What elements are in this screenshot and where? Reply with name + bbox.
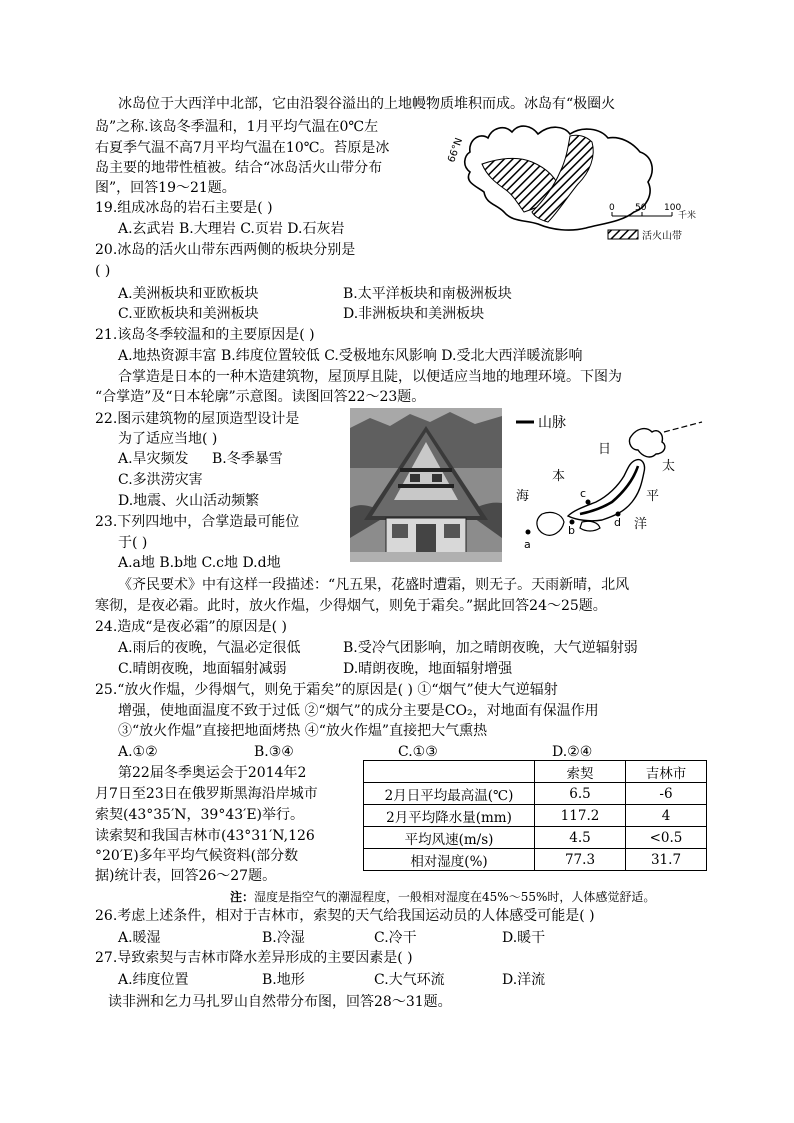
table-cell: 相对湿度(%) (364, 849, 535, 871)
q24-option-b: B.受冷气团影响，加之晴朗夜晚，大气逆辐射弱 (343, 640, 638, 656)
lat-label: 66°N (446, 136, 466, 165)
q20-option-a: A.美洲板块和亚欧板块 (118, 286, 259, 302)
q21-stem: 21.该岛冬季较温和的主要原因是( ) (95, 327, 315, 343)
table-cell: 2月日平均最高温(℃) (364, 783, 535, 805)
q25-option-d: D.②④ (552, 744, 593, 760)
q25-option-b: B.③④ (254, 744, 294, 760)
q27-option-d: D.洋流 (502, 972, 546, 988)
sea-label-ri: 日 (598, 442, 612, 457)
q25-line-3: ③“放火作煴”直接把地面烤热 ④“放火作煴”直接把大气熏热 (118, 723, 488, 739)
q20-option-c: C.亚欧板块和美洲板块 (118, 306, 259, 322)
table-header-cell: 吉林市 (626, 761, 707, 783)
table-cell: 6.5 (535, 783, 626, 805)
q20-stem: 20.冰岛的活火山带东西两侧的板块分别是 (95, 242, 356, 258)
q23-stem-2: 于( ) (118, 535, 148, 551)
q24-option-a: A.雨后的夜晚，气温必定很低 (118, 640, 301, 656)
legend-label: 活火山带 (642, 231, 682, 242)
table-header-row (364, 761, 707, 783)
table-header-cell (364, 761, 535, 783)
frost-intro-line-2: 寒彻，是夜必霜。此时，放火作煴，少得烟气，则免于霜矣。”据此回答24～25题。 (95, 598, 607, 614)
label-a: a (524, 538, 531, 551)
ocean-label-yang: 洋 (634, 517, 648, 532)
iceland-intro-line-5: 图”，回答19～21题。 (95, 180, 236, 196)
q21-options: A.地热资源丰富 B.纬度位置较低 C.受极地东风影响 D.受北大西洋暖流影响 (118, 348, 583, 364)
humidity-note (230, 888, 655, 905)
note-label: 注： (230, 890, 255, 904)
q26-option-b: B.冷湿 (262, 930, 305, 946)
q25-line-1: 25.“放火作煴，少得烟气，则免于霜矣”的原因是( ) ①“烟气”使大气逆辐射 (95, 682, 558, 698)
q27-option-a: A.纬度位置 (118, 972, 189, 988)
sea-label-ben: 本 (552, 469, 566, 484)
q19-stem: 19.组成冰岛的岩石主要是( ) (95, 200, 273, 216)
note-text: 湿度是指空气的潮湿程度，一般相对湿度在45%～55%时，人体感觉舒适。 (254, 890, 656, 904)
q24-stem: 24.造成“是夜必霜”的原因是( ) (95, 619, 287, 635)
scale-unit: 千米 (678, 211, 697, 221)
q25-option-a: A.①② (118, 744, 158, 760)
q22-option-a: A.旱灾频发 (118, 451, 189, 467)
table-cell: -6 (626, 783, 707, 805)
q20-option-b: B.太平洋板块和南极洲板块 (343, 286, 512, 302)
table-row (364, 783, 707, 805)
scale-50: 50 (635, 203, 647, 213)
q23-stem-1: 23.下列四地中，合掌造最可能位 (95, 514, 300, 530)
sochi-intro-line-3: 索契(43°35′N，39°43′E)举行。 (95, 807, 305, 823)
q24-option-d: D.晴朗夜晚，地面辐射增强 (343, 661, 513, 677)
table-row (364, 827, 707, 849)
legend-swatch (608, 230, 638, 239)
iceland-intro-line-4: 岛主要的地带性植被。结合“冰岛活火山带分布 (95, 160, 383, 176)
q22-stem-1: 22.图示建筑物的屋顶造型设计是 (95, 411, 300, 427)
table-row (364, 849, 707, 871)
iceland-volcano-map (440, 112, 710, 247)
frost-intro-line-1: 《齐民要术》中有这样一段描述：“凡五果，花盛时遭霜，则无子。天雨新晴，北风 (118, 577, 630, 593)
q25-option-c: C.①③ (398, 744, 438, 760)
iceland-intro-line-2: 岛”之称.该岛冬季温和，1月平均气温在0℃左 (95, 119, 379, 135)
q26-stem: 26.考虑上述条件，相对于吉林市，索契的天气给我国运动员的人体感受可能是( ) (95, 908, 595, 924)
label-d: d (614, 516, 621, 529)
q20-option-d: D.非洲板块和美洲板块 (343, 306, 485, 322)
scale-100: 100 (664, 203, 682, 213)
table-cell: 4 (626, 805, 707, 827)
q22-option-d: D.地震、火山活动频繁 (118, 493, 260, 509)
table-cell: 117.2 (535, 805, 626, 827)
sochi-intro-line-6: 据)统计表，回答26～27题。 (95, 868, 277, 884)
sochi-intro-line-1: 第22届冬季奥运会于2014年2 (118, 765, 307, 781)
q26-option-a: A.暖湿 (118, 930, 161, 946)
ocean-label-ping: 平 (646, 489, 660, 504)
sochi-intro-line-2: 月7日至23日在俄罗斯黑海沿岸城市 (95, 786, 318, 802)
mountain-legend-label: 山脉 (538, 415, 566, 431)
kyushu (537, 512, 564, 535)
label-c: c (580, 487, 587, 500)
q23-options: A.a地 B.b地 C.c地 D.d地 (118, 555, 281, 571)
q27-stem: 27.导致索契与吉林市降水差异形成的主要因素是( ) (95, 950, 413, 966)
table-cell: 31.7 (626, 849, 707, 871)
scale-0: 0 (609, 203, 615, 213)
q27-option-b: B.地形 (262, 972, 305, 988)
iceland-intro-line-3: 右夏季气温不高7月平均气温在10℃。苔原是冰 (95, 140, 390, 156)
iceland-intro-line-1: 冰岛位于大西洋中北部，它由沿裂谷溢出的上地幔物质堆积而成。冰岛有“极圈火 (118, 96, 616, 112)
table-cell: 77.3 (535, 849, 626, 871)
sochi-intro-line-5: °20′E)多年平均气候资料(部分数 (95, 848, 299, 864)
africa-intro: 读非洲和乞力马扎罗山自然带分布图，回答28～31题。 (108, 994, 452, 1010)
japan-outline-map (512, 408, 712, 558)
q24-option-c: C.晴朗夜晚，地面辐射减弱 (118, 661, 287, 677)
table-row (364, 805, 707, 827)
table-cell: 4.5 (535, 827, 626, 849)
ocean-label-tai: 太 (662, 459, 676, 474)
label-b: b (568, 524, 575, 537)
q26-option-d: D.暖干 (502, 930, 546, 946)
q20-paren: ( ) (95, 263, 111, 279)
q22-option-b: B.冬季暴雪 (212, 451, 283, 467)
q27-option-c: C.大气环流 (374, 972, 445, 988)
point-a (526, 530, 531, 535)
gassho-house-photo (350, 408, 502, 562)
hokkaido (629, 429, 664, 457)
table-header-cell: 索契 (535, 761, 626, 783)
table-cell: 2月平均降水量(mm) (364, 805, 535, 827)
q22-option-c: C.多洪涝灾害 (118, 472, 203, 488)
q22-stem-2: 为了适应当地( ) (118, 431, 218, 447)
point-c (586, 500, 591, 505)
q19-options: A.玄武岩 B.大理岩 C.页岩 D.石灰岩 (118, 221, 345, 237)
climate-table (363, 760, 707, 871)
shikoku (580, 521, 600, 531)
table-cell: <0.5 (626, 827, 707, 849)
q26-option-c: C.冷干 (374, 930, 417, 946)
sea-label-hai: 海 (516, 489, 530, 504)
japan-intro-line-2: “合掌造”及“日本轮廓”示意图。读图回答22～23题。 (95, 389, 426, 405)
japan-intro-line-1: 合掌造是日本的一种木造建筑物，屋顶厚且陡，以便适应当地的地理环境。下图为 (118, 369, 622, 385)
q25-line-2: 增强，使地面温度不致于过低 ②“烟气”的成分主要是CO₂，对地面有保温作用 (118, 703, 599, 719)
table-cell: 平均风速(m/s) (364, 827, 535, 849)
sochi-intro-line-4: 读索契和我国吉林市(43°31′N,126 (95, 828, 315, 844)
